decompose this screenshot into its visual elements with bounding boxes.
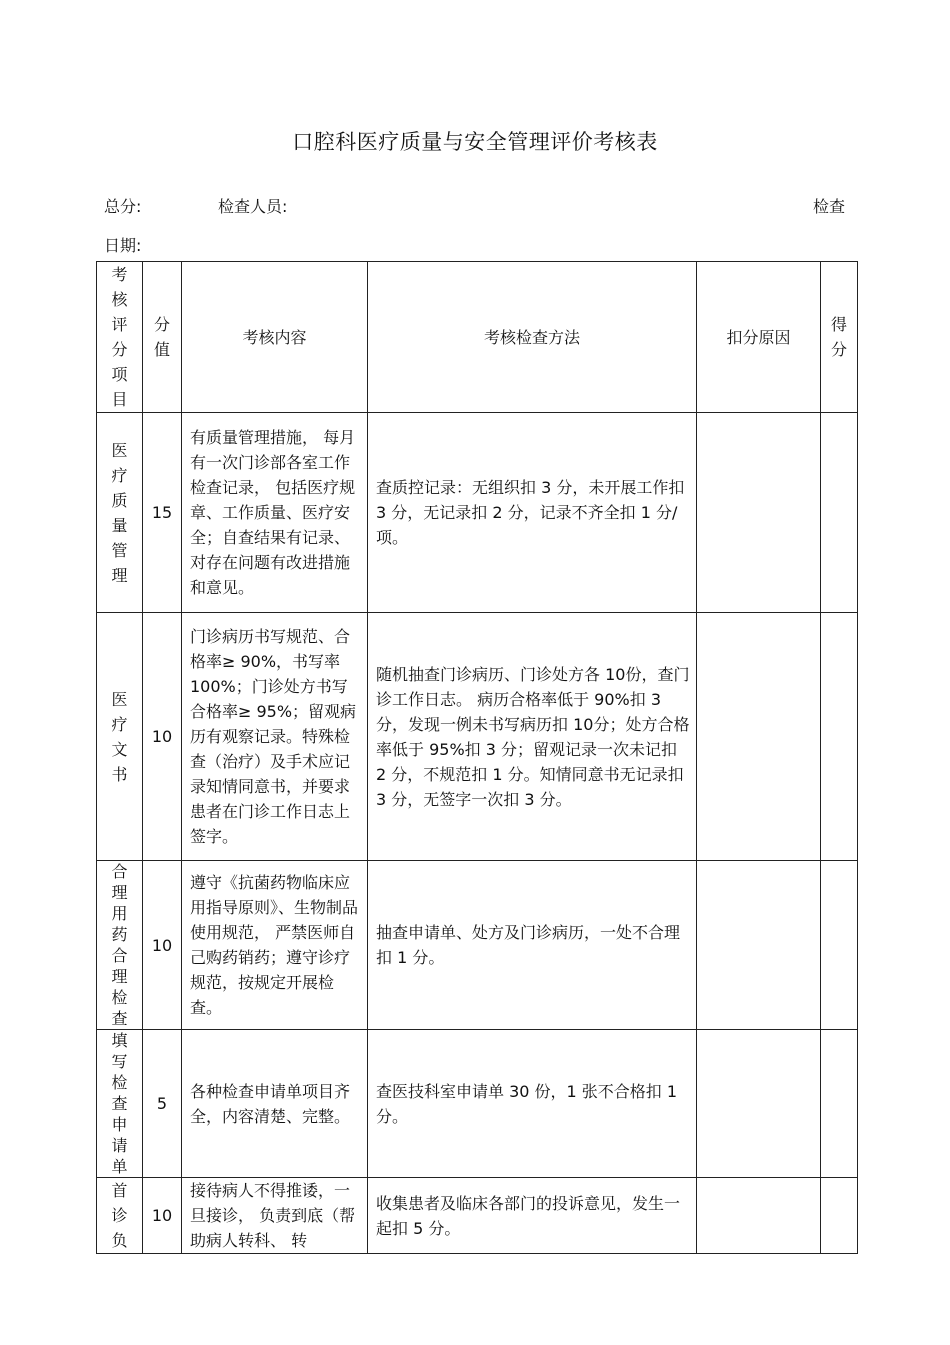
row-content: 门诊病历书写规范、合格率≥ 90%，书写率 100%；门诊处方书写合格率≥ 95%；留观病历有观察记录。特殊检查（治疗）及手术应记录知情同意书，并要求患者在门诊工作日志上签字。 [190, 627, 357, 846]
row-content: 遵守《抗菌药物临床应用指导原则》、生物制品使用规范， 严禁医师自己购药销药；遵守诊疗规范，按规定开展检查。 [190, 873, 359, 1017]
row-item: 首诊负 [111, 1181, 128, 1250]
row-score: 10 [151, 935, 173, 955]
item-cell [97, 413, 143, 613]
row-method: 查质控记录：无组织扣 3 分，未开展工作扣 3 分，无记录扣 2 分，记录不齐全扣 1 分/项。 [376, 478, 685, 547]
item-cell [97, 1030, 143, 1178]
score-cell [143, 861, 182, 1030]
item-cell [97, 1178, 143, 1254]
content-cell [182, 1178, 368, 1254]
score-cell [143, 1030, 182, 1178]
row-score: 15 [151, 503, 173, 522]
row-method: 查医技科室申请单 30 份，1 张不合格扣 1 分。 [376, 1081, 678, 1126]
table-row [97, 413, 858, 613]
table-row [97, 613, 858, 861]
check-label: 检查 [813, 197, 846, 216]
content-cell [182, 613, 368, 861]
page-title: 口腔科医疗质量与安全管理评价考核表 [292, 130, 658, 154]
table-row [97, 861, 858, 1030]
table-header-row [97, 262, 858, 413]
header-method: 考核检查方法 [483, 327, 580, 347]
reason-cell [697, 613, 821, 861]
result-cell [821, 413, 858, 613]
score-cell [143, 613, 182, 861]
result-cell [821, 1178, 858, 1254]
reason-cell [697, 1030, 821, 1178]
method-cell [368, 861, 697, 1030]
header-result-cell [821, 262, 858, 413]
date-label: 日期: [104, 236, 142, 255]
table-row [97, 1178, 858, 1254]
result-cell [821, 1030, 858, 1178]
total-score-label: 总分: [104, 197, 142, 216]
header-result: 得分 [830, 315, 847, 359]
row-score: 5 [156, 1094, 168, 1113]
inspector-label: 检查人员: [218, 197, 288, 216]
header-reason-cell [697, 262, 821, 413]
header-method-cell [368, 262, 697, 413]
row-item: 合理用药合理检查 [111, 862, 128, 1028]
header-content: 考核内容 [242, 327, 307, 347]
assessment-table [96, 261, 858, 1254]
row-score: 10 [151, 727, 173, 746]
header-content-cell [182, 262, 368, 413]
row-method: 随机抽查门诊病历、门诊处方各 10份，查门诊工作日志。 病历合格率低于 90%扣 3 分，发现一例未书写病历扣 10分；处方合格率低于 95%扣 3 分；留观记录一次未记扣 2 分，不规范扣 1 分。知情同意书无记录扣 3 分，无签字一次扣 3 分。 [376, 664, 690, 809]
header-reason: 扣分原因 [726, 327, 791, 347]
header-score: 分值 [153, 315, 170, 359]
header-item: 考核评分项目 [111, 265, 128, 409]
content-cell [182, 861, 368, 1030]
table-row [97, 1030, 858, 1178]
row-item: 医疗文书 [111, 689, 128, 784]
header-score-cell [143, 262, 182, 413]
result-cell [821, 861, 858, 1030]
row-method: 收集患者及临床各部门的投诉意见，发生一起扣 5 分。 [376, 1193, 681, 1238]
row-content: 接待病人不得推诿，一旦接诊， 负责到底（帮助病人转科、 转 [190, 1181, 356, 1250]
content-cell [182, 413, 368, 613]
result-cell [821, 613, 858, 861]
reason-cell [697, 1178, 821, 1254]
method-cell [368, 613, 697, 861]
score-cell [143, 413, 182, 613]
item-cell [97, 613, 143, 861]
item-cell [97, 861, 143, 1030]
row-method: 抽查申请单、处方及门诊病历，一处不合理扣 1 分。 [376, 923, 681, 967]
method-cell [368, 1030, 697, 1178]
method-cell [368, 413, 697, 613]
reason-cell [697, 413, 821, 613]
row-item: 填写检查申请单 [111, 1031, 128, 1176]
content-cell [182, 1030, 368, 1178]
row-content: 有质量管理措施， 每月有一次门诊部各室工作检查记录， 包括医疗规章、工作质量、医疗安全；自查结果有记录、 对存在问题有改进措施和意见。 [190, 428, 356, 597]
score-cell [143, 1178, 182, 1254]
row-score: 10 [151, 1206, 173, 1225]
header-item-cell [97, 262, 143, 413]
reason-cell [697, 861, 821, 1030]
row-item: 医疗质量管理 [111, 440, 128, 585]
row-content: 各种检查申请单项目齐全，内容清楚、完整。 [190, 1081, 351, 1126]
method-cell [368, 1178, 697, 1254]
